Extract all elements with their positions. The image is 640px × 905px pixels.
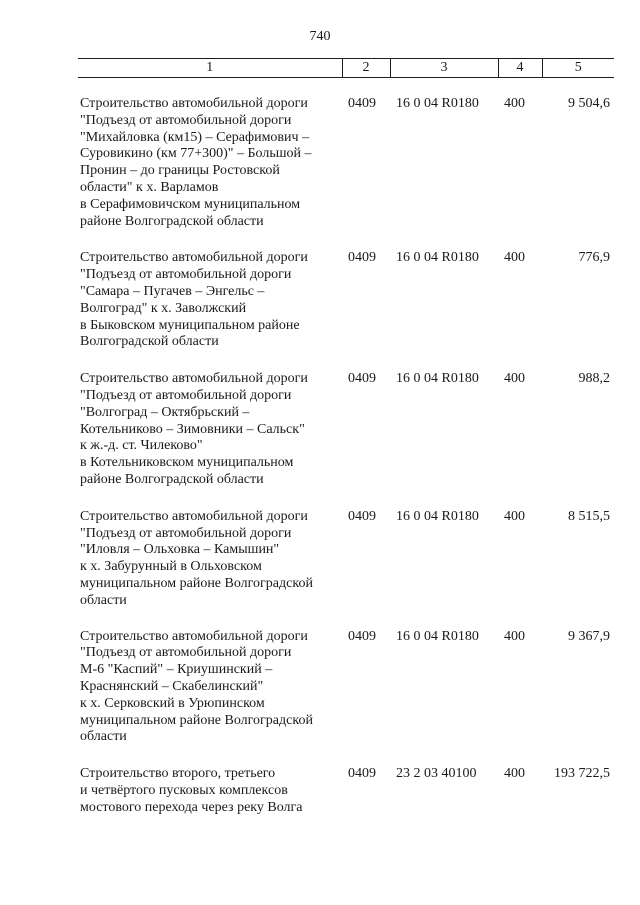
table-row — [80, 629, 614, 747]
row-section-code: 0409 — [348, 766, 376, 782]
table-row — [80, 509, 614, 610]
row-name: Строительство автомобильной дороги "Подъезд от автомобильной дороги М-6 "Каспий" – Криушинский – Краснянский – Скабелинский" к х. Серковский в Урюпинском муниципальном районе Волгоградской области — [80, 628, 313, 745]
page-number: 740 — [309, 29, 331, 44]
budget-table-body — [80, 96, 614, 816]
row-amount: 776,9 — [578, 250, 610, 266]
row-section-code: 0409 — [348, 250, 376, 266]
row-expense-type: 400 — [504, 628, 525, 644]
column-header-4: 4 — [498, 59, 542, 78]
row-name: Строительство автомобильной дороги "Подъезд от автомобильной дороги "Самара – Пугачев – Энгельс – Волгоград" к х. Заволжский в Быковском муниципальном районе Волгоградской области — [80, 250, 308, 350]
column-header-5: 5 — [542, 59, 614, 78]
row-name: Строительство второго, третьего и четвёртого пусковых комплексов мостового перехода через реку Волга — [80, 766, 303, 815]
row-expense-type: 400 — [504, 766, 525, 782]
row-target-code: 16 0 04 R0180 — [396, 96, 479, 111]
table-row — [80, 766, 614, 816]
column-header-3: 3 — [390, 59, 498, 78]
row-expense-type: 400 — [504, 508, 525, 524]
row-amount: 193 722,5 — [554, 766, 610, 782]
row-target-code: 16 0 04 R0180 — [396, 250, 479, 266]
table-row — [80, 250, 614, 351]
row-target-code: 23 2 03 40100 — [396, 766, 477, 782]
row-amount: 9 504,6 — [568, 96, 610, 111]
column-header-2: 2 — [342, 59, 390, 78]
row-section-code: 0409 — [348, 508, 376, 524]
row-section-code: 0409 — [348, 628, 376, 644]
row-name: Строительство автомобильной дороги "Подъезд от автомобильной дороги "Иловля – Ольховка – Камышин" к х. Забурунный в Ольховском муниципальном районе Волгоградской области — [80, 508, 313, 608]
row-amount: 9 367,9 — [568, 628, 610, 644]
row-expense-type: 400 — [504, 250, 525, 266]
column-header-1: 1 — [78, 59, 342, 78]
row-amount: 988,2 — [578, 371, 610, 387]
row-section-code: 0409 — [348, 371, 376, 387]
row-name: Строительство автомобильной дороги "Подъезд от автомобильной дороги "Волгоград – Октябрьский – Котельниково – Зимовники – Сальск" к ж.-д. ст. Чилеково" в Котельниковском муниципальном районе Волгоградской области — [80, 371, 308, 487]
table-row — [80, 371, 614, 489]
row-target-code: 16 0 04 R0180 — [396, 628, 479, 644]
row-expense-type: 400 — [504, 96, 525, 111]
row-name: Строительство автомобильной дороги "Подъезд от автомобильной дороги "Михайловка (км15) – Серафимович – Суровикино (км 77+300)" – Большой – Пронин – до границы Ростовской области" к х. Варламов в Серафимовичском муниципальном районе Волгоградской области — [80, 96, 312, 229]
row-section-code: 0409 — [348, 96, 376, 111]
row-amount: 8 515,5 — [568, 508, 610, 524]
row-expense-type: 400 — [504, 371, 525, 387]
column-header-table — [78, 58, 614, 78]
table-row — [80, 96, 614, 230]
column-header-row — [78, 59, 614, 78]
row-target-code: 16 0 04 R0180 — [396, 371, 479, 387]
row-target-code: 16 0 04 R0180 — [396, 508, 479, 524]
